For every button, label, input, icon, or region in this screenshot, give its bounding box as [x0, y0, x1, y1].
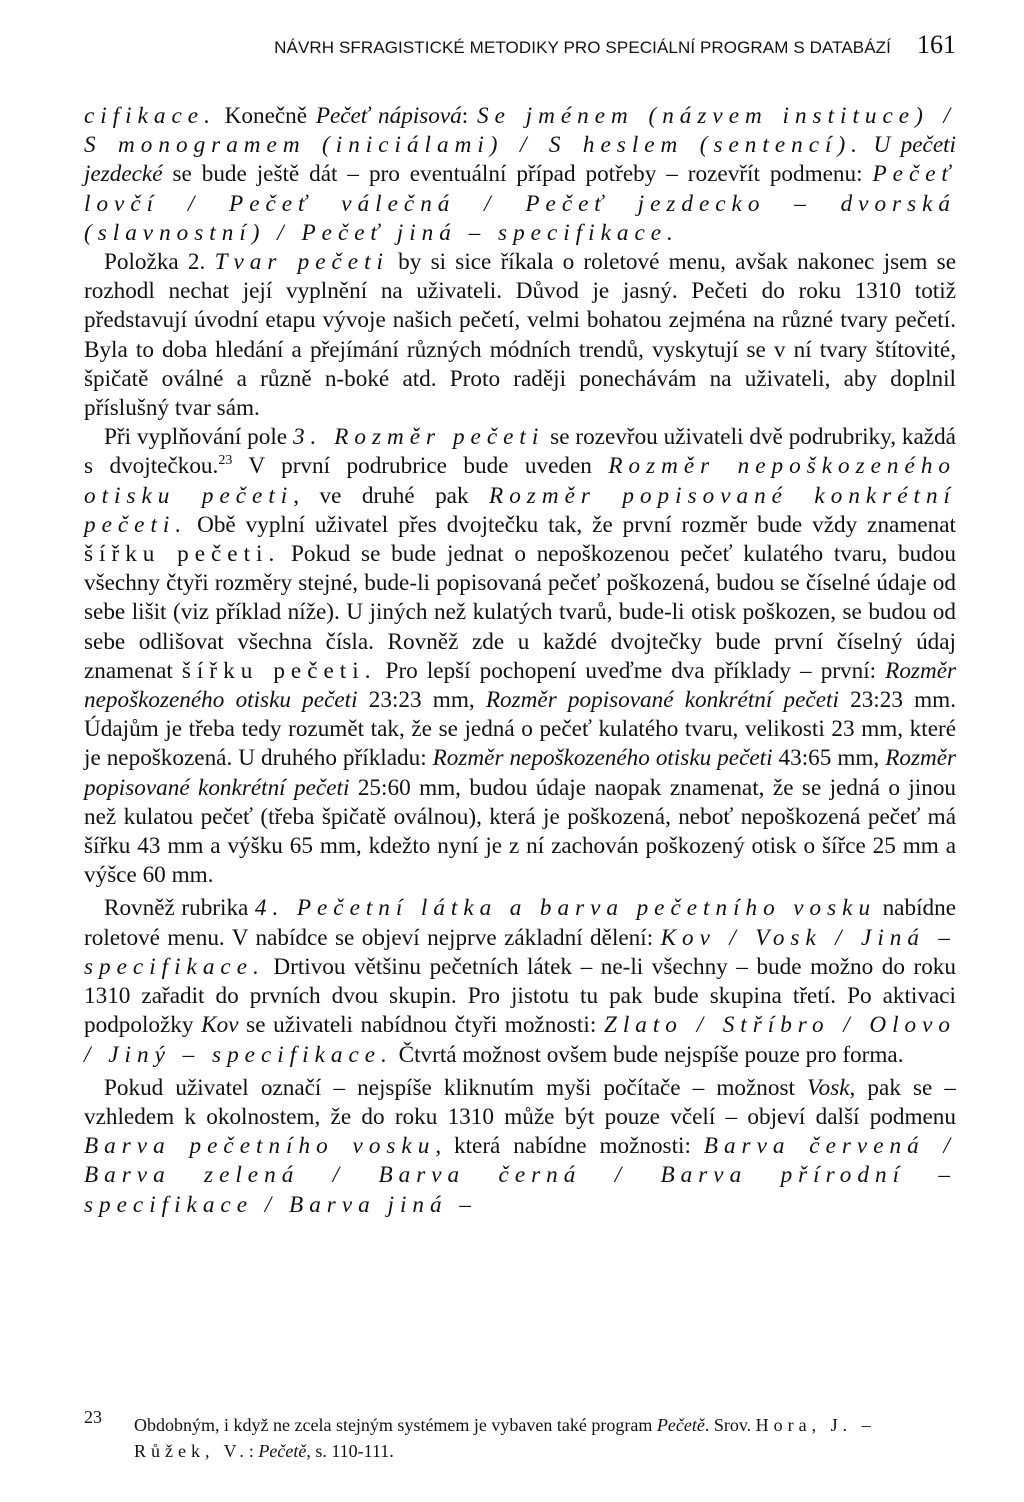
- text-run: , ve druhé pak: [293, 482, 490, 509]
- body-text: [84, 102, 956, 1220]
- page-number: 161: [917, 30, 956, 59]
- text-run: Obě vyplní uživatel přes dvojtečku tak, že první rozměr bude vždy znamenat: [187, 511, 956, 538]
- text-run: Barva pečetního vosku: [84, 1133, 436, 1160]
- text-run: Pokud uživatel označí – nejspíše kliknutím myši počítače – možnost: [104, 1074, 808, 1101]
- text-run: 23:23 mm. Údajům je třeba tedy rozumět tak, že se jedná o pečeť kulatého tvaru, velikosti 23 mm, které je nepoškozená. U druhého příkladu:: [84, 687, 957, 772]
- text-run: , pak se – vzhledem k okolnostem, že do roku 1310 může být pouze včelí – objeví další podmenu: [84, 1074, 956, 1130]
- footnote: [84, 1407, 956, 1464]
- text-run: šířku pečeti.: [84, 541, 281, 568]
- text-run: Pečetě: [258, 1441, 307, 1461]
- paragraph-3: [84, 423, 956, 890]
- text-run: Při vyplňování pole: [104, 424, 293, 451]
- paragraph-2: [84, 248, 956, 423]
- text-run: Rozměr popisované konkrétní pečeti: [84, 745, 957, 801]
- running-title: NÁVRH SFRAGISTICKÉ METODIKY PRO SPECIÁLNÍ PROGRAM S DATABÁZÍ: [274, 38, 891, 57]
- paragraph-5: [84, 1074, 956, 1220]
- text-run: Pečeť lovčí / Pečeť válečná / Pečeť jezdecko – dvorská (slavnostní) / Pečeť jiná – specifikace.: [84, 161, 956, 246]
- text-run: . Srov.: [704, 1415, 756, 1435]
- text-run: Rovněž rubrika: [104, 895, 255, 922]
- text-run: Hora, J. – Růžek, V.: [134, 1415, 876, 1461]
- text-run: Barva červená / Barva zelená / Barva černá / Barva přírodní – specifikace / Barva jiná –: [84, 1133, 956, 1218]
- text-run: se rozevřou uživateli dvě podrubriky, každá s dvojtečkou.: [84, 424, 956, 480]
- text-run: Pokud se bude jednat o nepoškozenou pečeť kulatého tvaru, budou všechny čtyři rozměry stejné, bude-li popisovaná pečeť poškozená, budou se číselné údaje od sebe lišit (viz příklad níže). U jiných než kulatých tvarů, bude-li otisk poškozen, se budou od sebe odlišovat všechna čísla. Rovněž zde u každé dvojtečky bude první číselný údaj znamenat: [84, 541, 956, 684]
- text-run: Rozměr nepoškozeného otisku pečeti: [84, 657, 957, 714]
- text-run: :: [248, 1441, 259, 1461]
- page-header: [84, 30, 956, 74]
- text-run: Čtvrtá možnost ovšem bude nejspíše pouze pro forma.: [392, 1041, 904, 1068]
- footnote-mark: 23: [84, 1407, 102, 1427]
- page: [84, 30, 956, 1220]
- text-run: 3. Rozměr pečeti: [292, 424, 545, 451]
- text-run: 4. Pečetní látka a barva pečetního vosku: [254, 895, 877, 922]
- text-run: V první podrubrice bude uveden: [232, 453, 609, 480]
- text-run: se bude ještě dát – pro eventuální případ potřeby – rozevřít podmenu:: [162, 161, 873, 188]
- text-run: Se jménem (názvem instituce) / S monogramem (iniciálami) / S heslem (sentencí).: [84, 103, 956, 159]
- text-run: cifikace.: [84, 103, 216, 129]
- text-run: se uživateli nabídnou čtyři možnosti:: [238, 1012, 604, 1039]
- text-run: Zlato / Stříbro / Olovo / Jiný – specifikace.: [84, 1012, 956, 1068]
- text-run: Vosk: [807, 1074, 850, 1101]
- text-run: Tvar pečeti: [214, 249, 389, 276]
- paragraph-1: [84, 102, 956, 248]
- text-run: , s. 110-111.: [306, 1441, 394, 1461]
- footnote-text: [134, 1412, 956, 1464]
- text-run: nabídne roletové menu. V nabídce se objeví nejprve základní dělení:: [84, 895, 956, 951]
- text-run: šířku pečeti.: [181, 657, 377, 684]
- text-run: Konečně: [215, 103, 316, 129]
- text-run: Položka 2.: [104, 249, 215, 276]
- text-run: 23:23 mm,: [357, 687, 486, 714]
- text-run: Obdobným, i když ne zcela stejným systémem je vybaven také program: [134, 1415, 657, 1435]
- footnote-ref[interactable]: 23: [218, 453, 233, 469]
- text-run: Rozměr nepoškozeného otisku pečeti: [432, 745, 773, 772]
- paragraph-4: [84, 894, 956, 1069]
- text-run: Kov: [201, 1012, 239, 1039]
- text-run: Rozměr popisované konkrétní pečeti: [485, 687, 839, 714]
- text-run: 25:60 mm, budou údaje naopak znamenat, že se jedná o jinou než kulatou pečeť (třeba špičatě oválnou), která je poškozená, neboť nepoškozená pečeť má šířku 43 mm a výšku 65 mm, kdežto nyní je z ní zachován poškozený otisk o šířce 25 mm a výšce 60 mm.: [84, 774, 957, 889]
- text-run: Rozměr nepoškozeného otisku pečeti: [84, 453, 957, 509]
- text-run: U pečeti jezdecké: [84, 132, 956, 188]
- text-run: 43:65 mm,: [772, 745, 886, 772]
- text-run: [863, 132, 873, 158]
- text-run: Pečeť nápisová: [315, 103, 462, 129]
- text-run: Pro lepší pochopení uveďme dva příklady – první:: [376, 657, 886, 684]
- text-run: Kov / Vosk / Jiná – specifikace.: [84, 924, 956, 980]
- text-run: Rozměr popisované konkrétní pečeti.: [84, 482, 956, 538]
- text-run: by si sice říkala o roletové menu, avšak nakonec jsem se rozhodl nechat její vyplnění na uživateli. Důvod je jasný. Pečeti do roku 1310 totiž představují úvodní etapu vývoje našich pečetí, velmi bohatou zejména na různé tvary pečetí. Byla to doba hledání a přejímání různých módních trendů, vyskytují se v ní tvary štítovité, špičatě oválné a různě n-boké atd. Proto raději ponechávám na uživateli, aby doplnil příslušný tvar sám.: [84, 249, 956, 422]
- text-run: , která nabídne možnosti:: [435, 1133, 704, 1160]
- text-run: :: [461, 103, 477, 129]
- text-run: Pečetě: [656, 1415, 705, 1435]
- text-run: Drtivou většinu pečetních látek – ne-li všechny – bude možno do roku 1310 zařadit do prvních dvou skupin. Pro jistotu tu pak bude skupina třetí. Po aktivaci podpoložky: [84, 953, 956, 1039]
